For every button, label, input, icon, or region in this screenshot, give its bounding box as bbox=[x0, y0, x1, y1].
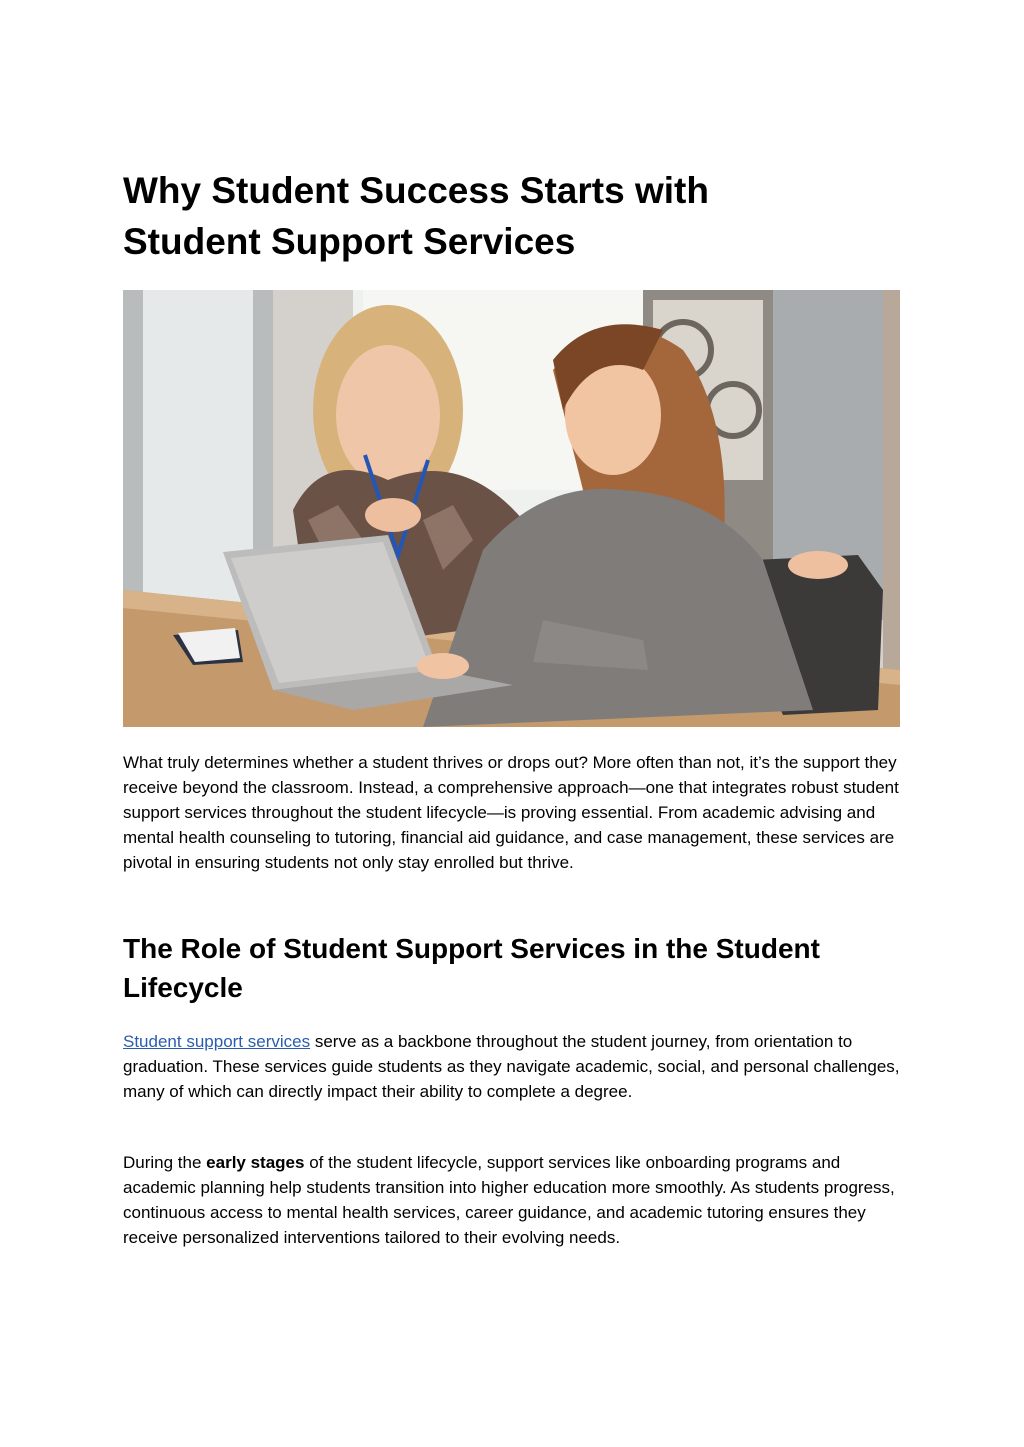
early-stages-paragraph bbox=[123, 1150, 903, 1250]
title-line-2: Student Support Services bbox=[123, 221, 576, 262]
section-heading-line-1: The Role of Student Support Services in the Student bbox=[123, 933, 820, 964]
early-paragraph-text: of the student lifecycle, support services like onboarding programs and academic planning help students transition into higher education more smoothly. As students progress, continuous access to mental health services, career guidance, and academic tutoring ensures they receive personalized interventions tailored to their evolving needs. bbox=[123, 1153, 895, 1247]
section-heading-line-2: Lifecycle bbox=[123, 972, 243, 1003]
student-support-services-link[interactable]: Student support services bbox=[123, 1032, 311, 1051]
early-paragraph-lead: During the bbox=[123, 1153, 207, 1172]
title-line-1: Why Student Success Starts with bbox=[123, 170, 709, 211]
early-stages-emphasis: early stages bbox=[206, 1153, 305, 1172]
role-paragraph bbox=[123, 1029, 903, 1104]
hero-photo bbox=[123, 290, 900, 727]
section-heading bbox=[123, 929, 903, 1007]
role-paragraph-text: serve as a backbone throughout the student journey, from orientation to graduation. These services guide students as they navigate academic, social, and personal challenges, many of which can directly impact their ability to complete a degree. bbox=[123, 1032, 900, 1101]
photo-advisor-student-icon bbox=[123, 290, 900, 727]
page-title bbox=[123, 165, 903, 267]
intro-paragraph: What truly determines whether a student thrives or drops out? More often than not, it’s the support they receive beyond the classroom. Instead, a comprehensive approach—one that integrates robust student support services throughout the student lifecycle—is proving essential. From academic advising and mental health counseling to tutoring, financial aid guidance, and case management, these services are pivotal in ensuring students not only stay enrolled but thrive. bbox=[123, 753, 899, 872]
